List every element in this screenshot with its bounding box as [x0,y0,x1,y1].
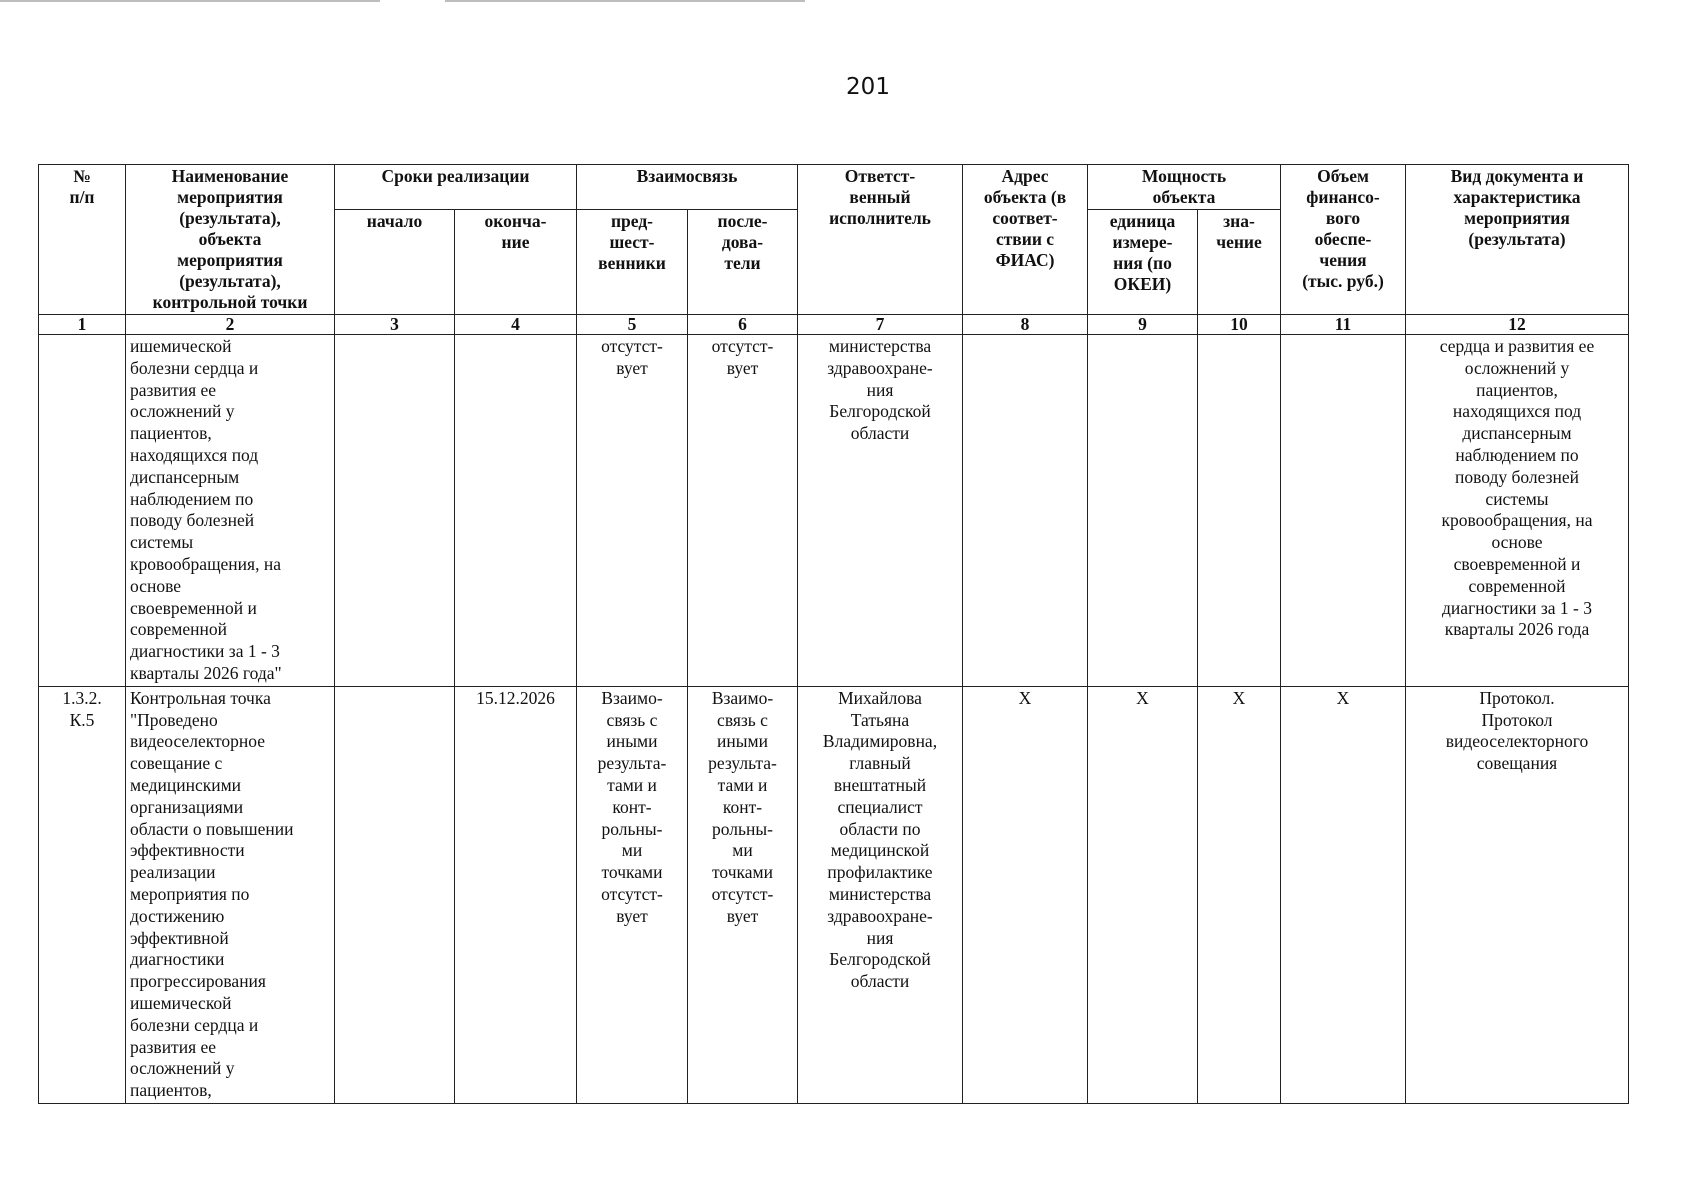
header-capacity: Мощность объекта [1088,165,1281,210]
row-end-cell: 15.12.2026 [455,686,577,1103]
row-num-cell: 1.3.2. К.5 [39,686,126,1103]
column-number: 10 [1198,315,1281,335]
row-finance-cell: Х [1281,686,1406,1103]
column-number: 11 [1281,315,1406,335]
row-num-cell [39,335,126,687]
row-document-cell: сердца и развития ее осложнений у пациентов, находящихся под диспансерным наблюдением по поводу болезней системы кровообращения, на основе своевременной и современной диагностики за 1 - 3 кварталы 2026 года [1406,335,1629,687]
header-document: Вид документа и характеристика мероприятия (результата) [1406,165,1629,315]
header-end: оконча- ние [455,210,577,315]
row-successors-cell: отсутст- вует [688,335,798,687]
row-responsible-cell: Михайлова Татьяна Владимировна, главный внештатный специалист области по медицинской профилактике министерства здравоохране- ния Белгородской области [798,686,963,1103]
row-name-cell: ишемической болезни сердца и развития ее осложнений у пациентов, находящихся под диспансерным наблюдением по поводу болезней системы кровообращения, на основе своевременной и современной диагностики за 1 - 3 кварталы 2026 года" [126,335,335,687]
column-number: 1 [39,315,126,335]
row-predecessors-cell: Взаимо- связь с иными результа- тами и конт- рольны- ми точками отсутст- вует [577,686,688,1103]
row-unit-cell: Х [1088,686,1198,1103]
header-unit: единица измере- ния (по ОКЕИ) [1088,210,1198,315]
row-responsible-cell: министерства здравоохране- ния Белгородской области [798,335,963,687]
row-value-cell: Х [1198,686,1281,1103]
row-finance-cell [1281,335,1406,687]
row-predecessors-cell: отсутст- вует [577,335,688,687]
header-predecessors: пред- шест- венники [577,210,688,315]
row-document-cell: Протокол. Протокол видеоселекторного совещания [1406,686,1629,1103]
row-end-cell [455,335,577,687]
column-number: 2 [126,315,335,335]
header-responsible: Ответст- венный исполнитель [798,165,963,315]
header-value: зна- чение [1198,210,1281,315]
column-number: 9 [1088,315,1198,335]
header-finance: Объем финансо- вого обеспе- чения (тыс. руб.) [1281,165,1406,315]
row-successors-cell: Взаимо- связь с иными результа- тами и конт- рольны- ми точками отсутст- вует [688,686,798,1103]
header-address: Адрес объекта (в соответ- ствии с ФИАС) [963,165,1088,315]
header-start: начало [335,210,455,315]
scan-edge-line-left [0,0,380,2]
plan-table [38,164,1629,1104]
header-name: Наименование мероприятия (результата), объекта мероприятия (результата), контрольной точки [126,165,335,315]
header-num: № п/п [39,165,126,315]
column-number: 8 [963,315,1088,335]
row-address-cell [963,335,1088,687]
column-number: 6 [688,315,798,335]
column-number: 3 [335,315,455,335]
column-number: 4 [455,315,577,335]
column-number: 12 [1406,315,1629,335]
header-terms: Сроки реализации [335,165,577,210]
table-row [39,686,1629,1103]
row-name-cell: Контрольная точка "Проведено видеоселекторное совещание с медицинскими организациями области о повышении эффективности реализации мероприятия по достижению эффективной диагностики прогрессирования ишемической болезни сердца и развития ее осложнений у пациентов, [126,686,335,1103]
table-row [39,335,1629,687]
header-row-top [39,165,1629,210]
column-number-row [39,315,1629,335]
scan-edge-line-right [445,0,805,2]
page-number: 201 [846,74,890,100]
column-number: 7 [798,315,963,335]
row-value-cell [1198,335,1281,687]
header-relation: Взаимосвязь [577,165,798,210]
row-start-cell [335,335,455,687]
row-unit-cell [1088,335,1198,687]
row-address-cell: Х [963,686,1088,1103]
header-successors: после- дова- тели [688,210,798,315]
row-start-cell [335,686,455,1103]
column-number: 5 [577,315,688,335]
